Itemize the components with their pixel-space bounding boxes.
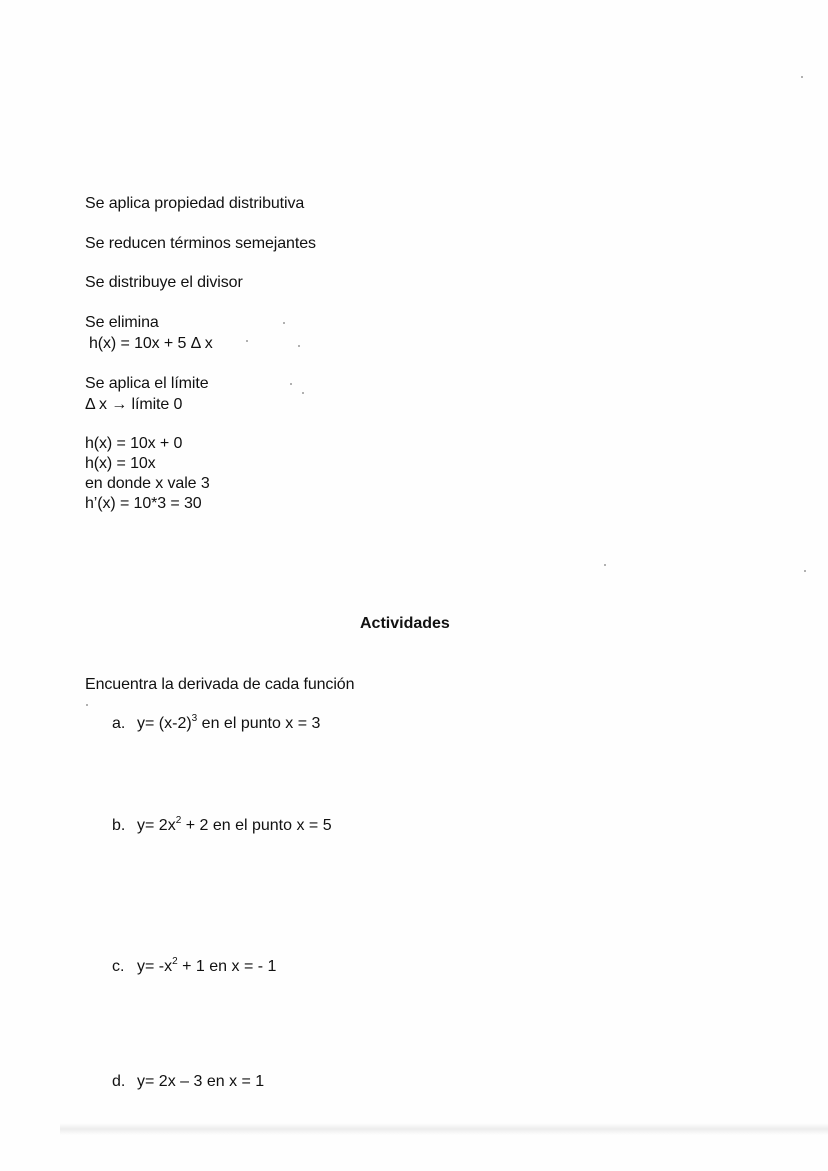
exercise-expression: y= (x-2): [137, 715, 192, 732]
scan-speck: [801, 76, 803, 78]
exponent: 2: [175, 815, 182, 826]
exponent: 2: [172, 956, 178, 967]
exercise-letter: d.: [112, 1073, 126, 1090]
step-apply-limit: Se aplica el límite: [85, 375, 209, 392]
step-reduce-terms: Se reducen términos semejantes: [85, 235, 316, 252]
exponent: 3: [191, 713, 198, 724]
step-eliminate: Se elimina: [85, 314, 159, 331]
scan-speck: [246, 340, 248, 342]
equation-h-delta: h(x) = 10x + 5 Δ x: [89, 335, 213, 352]
limit-delta-x: Δ x → límite 0: [85, 396, 183, 413]
exercise-condition: + 1 en x = - 1: [177, 958, 277, 975]
exercise-letter: a.: [112, 715, 126, 732]
scan-speck: [302, 392, 304, 394]
exercise-expression: y= 2x: [137, 817, 176, 834]
section-title: Actividades: [360, 615, 450, 632]
equation-h-prime-result: h’(x) = 10*3 = 30: [85, 495, 202, 512]
exercise-expression: y= -x: [137, 958, 173, 975]
scan-speck: [290, 383, 292, 385]
scan-speck: [604, 564, 606, 566]
x-value-note: en donde x vale 3: [85, 475, 210, 492]
scan-speck: [283, 322, 285, 324]
exercise-condition: en el punto x = 3: [197, 715, 321, 732]
exercise-c: [112, 957, 276, 977]
equation-h-10x: h(x) = 10x: [85, 455, 156, 472]
scan-speck: [298, 345, 300, 347]
scan-edge-shadow: [60, 1123, 828, 1135]
instruction: Encuentra la derivada de cada función: [85, 676, 355, 693]
exercise-letter: c.: [112, 958, 125, 975]
exercise-condition: + 2 en el punto x = 5: [181, 817, 332, 834]
equation-h-10x-plus-0: h(x) = 10x + 0: [85, 435, 183, 452]
exercise-expression: y= 2x – 3 en x = 1: [137, 1073, 265, 1090]
exercise-b: [112, 816, 332, 836]
scan-speck: [86, 704, 88, 706]
exercise-d: [112, 1072, 264, 1092]
step-distribute-divisor: Se distribuye el divisor: [85, 274, 243, 291]
scan-speck: [804, 570, 806, 572]
exercise-a: [112, 714, 320, 734]
step-distributive: Se aplica propiedad distributiva: [85, 195, 305, 212]
exercise-letter: b.: [112, 817, 126, 834]
